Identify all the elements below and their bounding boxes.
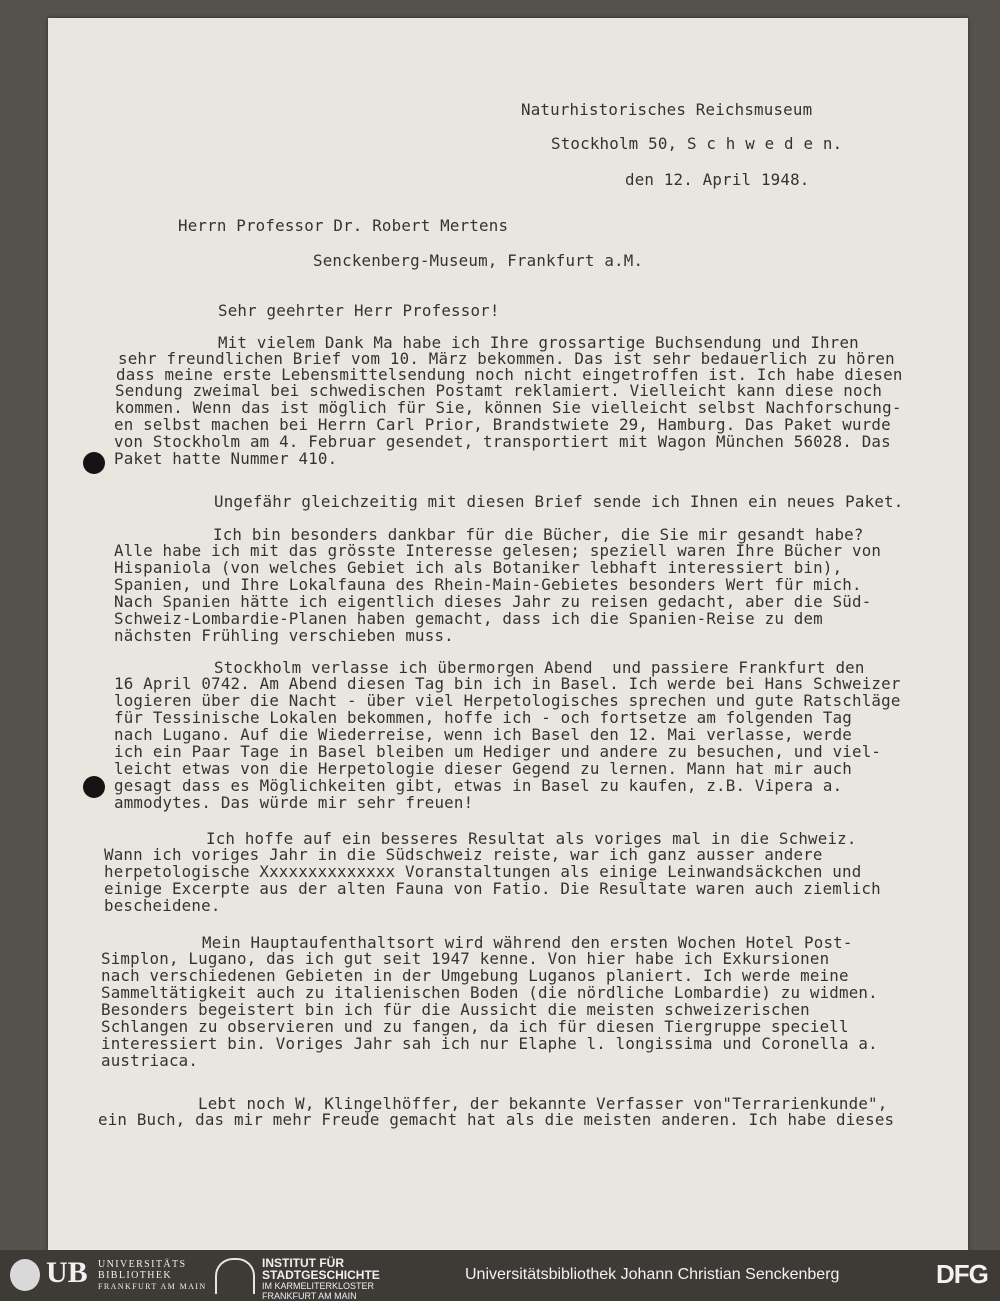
recipient-place: Senckenberg-Museum, Frankfurt a.M. [313,251,644,270]
body-line: leicht etwas von die Herpetologie dieser Gegend zu lernen. Mann hat mir auch [114,759,852,778]
body-line: sehr freundlichen Brief vom 10. März bekommen. Das ist sehr bedauerlich zu hören [118,349,895,368]
body-line: ammodytes. Das würde mir sehr freuen! [114,793,474,812]
body-line: Mein Hauptaufenthaltsort wird während den ersten Wochen Hotel Post- [202,933,853,952]
body-line: Ich hoffe auf ein besseres Resultat als voriges mal in die Schweiz. [206,829,857,848]
body-line: Schweiz-Lombardie-Planen haben gemacht, dass ich die Spanien-Reise zu dem [114,609,823,628]
body-line: Stockholm verlasse ich übermorgen Abend und passiere Frankfurt den [214,658,865,677]
header-address: Stockholm 50, S c h w e d e n. [551,134,843,153]
body-line: Ungefähr gleichzeitig mit diesen Brief sende ich Ihnen ein neues Paket. [214,492,904,511]
body-line: Schlangen zu observieren und zu fangen, da ich für diesen Tiergruppe speciell [101,1017,849,1036]
body-line: nach Lugano. Auf die Wiederreise, wenn ich Basel den 12. Mai verlasse, werde [114,725,852,744]
recipient-name: Herrn Professor Dr. Robert Mertens [178,216,509,235]
punch-hole-bottom [83,776,105,798]
body-line: interessiert bin. Voriges Jahr sah ich nur Elaphe l. longissima und Coronella a. [101,1034,878,1053]
isg-logo-text [262,1257,380,1301]
body-line: herpetologische Xxxxxxxxxxxxxx Voranstaltungen als einige Leinwandsäckchen und [104,862,862,881]
salutation: Sehr geehrter Herr Professor! [218,301,500,320]
body-line: en selbst machen bei Herrn Carl Prior, Brandstwiete 29, Hamburg. Das Paket wurde [114,415,891,434]
body-line: Ich bin besonders dankbar für die Bücher, die Sie mir gesandt habe? [213,525,864,544]
body-line: Lebt noch W, Klingelhöffer, der bekannte Verfasser von"Terrarienkunde", [198,1094,888,1113]
body-line: 16 April 0742. Am Abend diesen Tag bin ich in Basel. Ich werde bei Hans Schweizer [114,674,901,693]
body-line: kommen. Wenn das ist möglich für Sie, können Sie vielleicht selbst Nachforschung- [115,398,902,417]
body-line: ich ein Paar Tage in Basel bleiben um Hediger und andere zu besuchen, und viel- [114,742,882,761]
body-line: bescheidene. [104,896,221,915]
ub-logo-letters: UB [46,1256,88,1289]
body-line: ein Buch, das mir mehr Freude gemacht hat als die meisten anderen. Ich habe dieses [98,1110,895,1129]
ub-line-2: BIBLIOTHEK [98,1270,172,1281]
header-date: den 12. April 1948. [625,170,810,189]
body-line: Besonders begeistert bin ich für die Aussicht die meisten schweizerischen [101,1000,810,1019]
library-credit: Universitätsbibliothek Johann Christian Senckenberg [465,1266,840,1283]
body-line: austriaca. [101,1051,199,1070]
body-line: Wann ich voriges Jahr in die Südschweiz reiste, war ich ganz ausser andere [104,845,823,864]
letter-page [48,18,968,1250]
body-line: Nach Spanien hätte ich eigentlich dieses Jahr zu reisen gedacht, aber die Süd- [114,592,872,611]
footer-bar [0,1250,1000,1301]
isg-line-3: IM KARMELITERKLOSTER [262,1281,375,1291]
isg-line-4: FRANKFURT AM MAIN [262,1291,357,1301]
isg-line-1: INSTITUT FÜR [262,1256,344,1270]
body-line: dass meine erste Lebensmittelsendung noch nicht eingetroffen ist. Ich habe diesen [116,365,903,384]
body-line: Paket hatte Nummer 410. [114,449,338,468]
isg-line-2: STADTGESCHICHTE [262,1268,380,1282]
header-institution: Naturhistorisches Reichsmuseum [521,100,813,119]
body-line: Simplon, Lugano, das ich gut seit 1947 kenne. Von hier habe ich Exkursionen [101,949,830,968]
body-line: einige Excerpte aus der alten Fauna von Fatio. Die Resultate waren auch ziemlich [104,879,881,898]
body-line: logieren über die Nacht - über viel Herpetologisches sprechen und gute Ratschläge [114,691,901,710]
dfg-logo: DFG [936,1259,988,1289]
body-line: Alle habe ich mit das grösste Interesse gelesen; speziell waren Ihre Bücher von [114,541,882,560]
body-line: von Stockholm am 4. Februar gesendet, transportiert mit Wagon München 56028. Das [114,432,891,451]
body-line: Mit vielem Dank Ma habe ich Ihre grossartige Buchsendung und Ihren [218,333,859,352]
ub-line-3: FRANKFURT AM MAIN [98,1282,207,1291]
body-line: nächsten Frühling verschieben muss. [114,626,454,645]
body-line: nach verschiedenen Gebieten in der Umgebung Luganos planiert. Ich werde meine [101,966,849,985]
body-line: Spanien, und Ihre Lokalfauna des Rhein-Main-Gebietes besonders Wert für mich. [114,575,862,594]
body-line: Hispaniola (von welches Gebiet ich als Botaniker lebhaft interessiert bin), [114,558,843,577]
punch-hole-top [83,452,105,474]
body-line: gesagt dass es Möglichkeiten gibt, etwas in Basel zu kaufen, z.B. Vipera a. [114,776,843,795]
body-line: für Tessinische Lokalen bekommen, hoffe ich - och fortsetze am folgenden Tag [114,708,852,727]
ub-line-1: UNIVERSITÄTS [98,1259,187,1270]
ub-logo-text [98,1259,207,1292]
ub-seal-icon [10,1259,40,1291]
isg-arch-icon [215,1258,255,1294]
body-line: Sendung zweimal bei schwedischen Postamt reklamiert. Vielleicht kann diese noch [115,381,883,400]
body-line: Sammeltätigkeit auch zu italienischen Boden (die nördliche Lombardie) zu widmen. [101,983,878,1002]
